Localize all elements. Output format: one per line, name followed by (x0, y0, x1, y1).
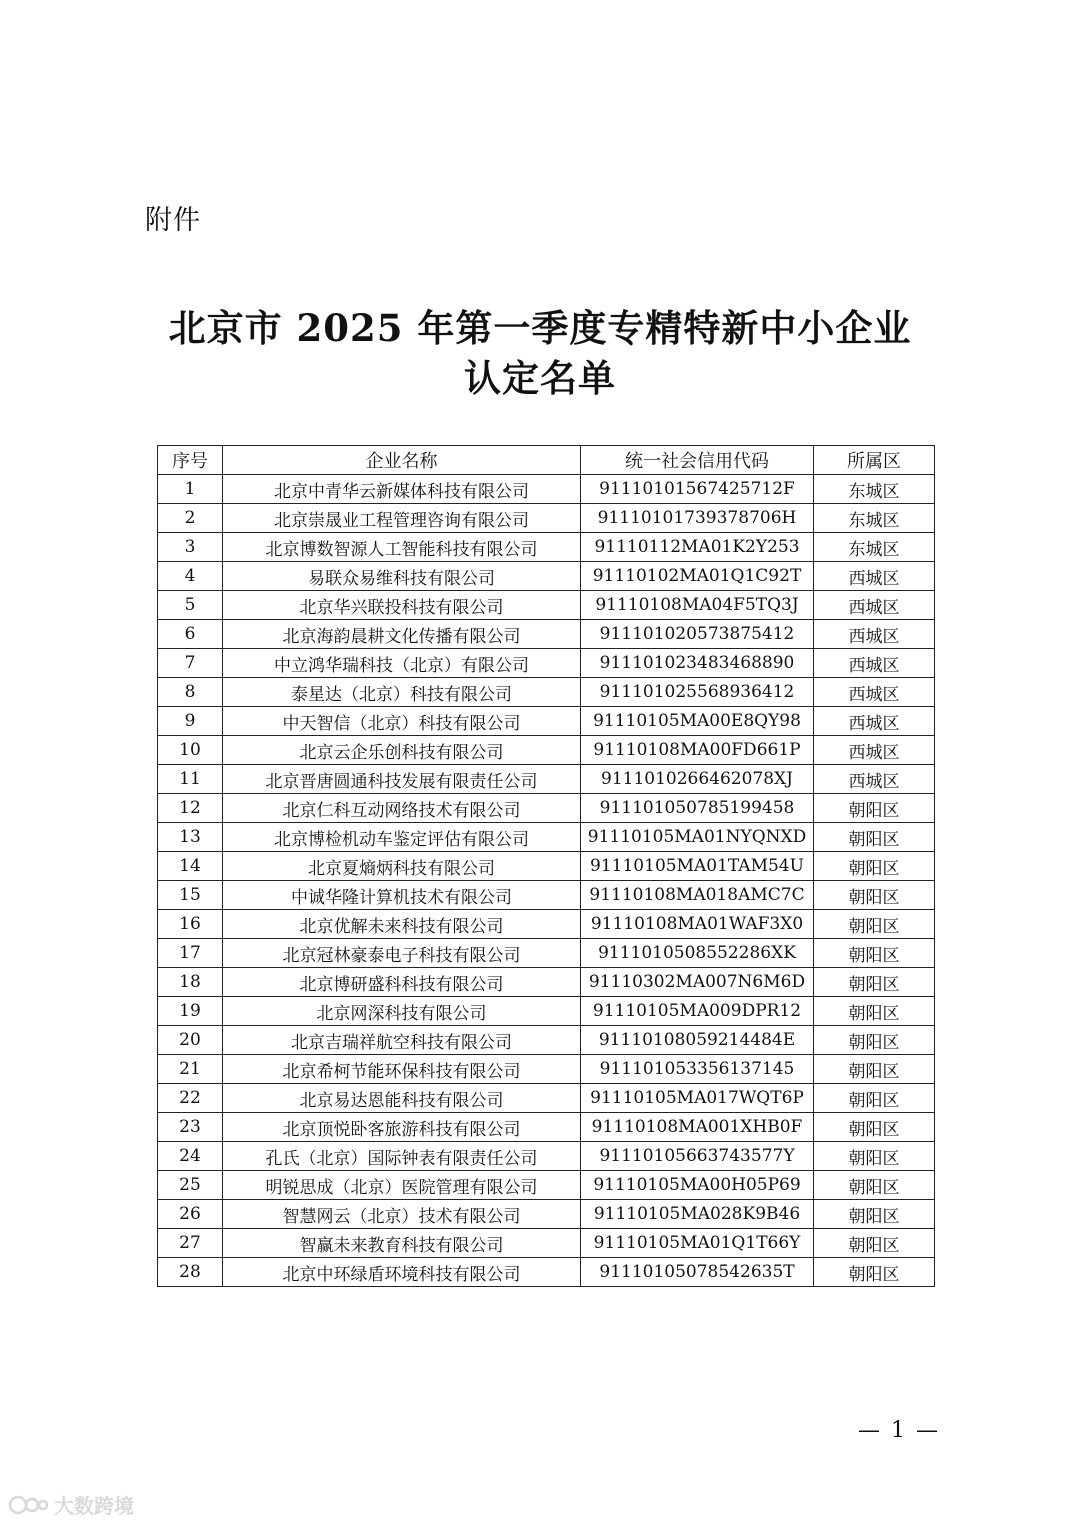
cell-district: 朝阳区 (814, 881, 935, 910)
cell-district: 朝阳区 (814, 1142, 935, 1171)
cell-company-name: 明锐思成（北京）医院管理有限公司 (223, 1171, 581, 1200)
cell-company-name: 北京云企乐创科技有限公司 (223, 736, 581, 765)
document-title-line2: 认定名单 (464, 356, 616, 400)
cell-district: 西城区 (814, 562, 935, 591)
cell-credit-code: 9111010266462078XJ (581, 765, 814, 794)
table-row (158, 823, 935, 852)
table-row (158, 968, 935, 997)
cell-company-name: 北京网深科技有限公司 (223, 997, 581, 1026)
cell-credit-code: 91110108MA001XHB0F (581, 1113, 814, 1142)
cell-district: 朝阳区 (814, 1200, 935, 1229)
attachment-label: 附件 (145, 205, 201, 236)
cell-district: 朝阳区 (814, 1084, 935, 1113)
cell-district: 西城区 (814, 765, 935, 794)
page-number: — 1 — (858, 1418, 940, 1443)
cell-index: 14 (158, 852, 223, 881)
table-row (158, 1055, 935, 1084)
table-row (158, 591, 935, 620)
cell-credit-code: 91110108MA018AMC7C (581, 881, 814, 910)
cell-credit-code: 91110105MA009DPR12 (581, 997, 814, 1026)
table-row (158, 504, 935, 533)
watermark-logo-icon (8, 1494, 48, 1516)
cell-index: 5 (158, 591, 223, 620)
cell-company-name: 北京博研盛科科技有限公司 (223, 968, 581, 997)
cell-company-name: 北京中青华云新媒体科技有限公司 (223, 475, 581, 504)
cell-company-name: 北京优解未来科技有限公司 (223, 910, 581, 939)
cell-index: 16 (158, 910, 223, 939)
cell-district: 朝阳区 (814, 1113, 935, 1142)
header-district: 所属区 (814, 446, 935, 475)
cell-district: 朝阳区 (814, 1171, 935, 1200)
table-row (158, 736, 935, 765)
cell-company-name: 北京博数智源人工智能科技有限公司 (223, 533, 581, 562)
cell-index: 19 (158, 997, 223, 1026)
table-row (158, 1113, 935, 1142)
cell-credit-code: 91110105MA00E8QY98 (581, 707, 814, 736)
cell-credit-code: 91110105MA028K9B46 (581, 1200, 814, 1229)
cell-company-name: 易联众易维科技有限公司 (223, 562, 581, 591)
cell-district: 西城区 (814, 591, 935, 620)
enterprise-list-table (157, 445, 935, 1287)
cell-index: 21 (158, 1055, 223, 1084)
cell-company-name: 北京博检机动车鉴定评估有限公司 (223, 823, 581, 852)
cell-company-name: 北京顶悦卧客旅游科技有限公司 (223, 1113, 581, 1142)
cell-credit-code: 91110108MA04F5TQ3J (581, 591, 814, 620)
table-row (158, 678, 935, 707)
cell-credit-code: 911101020573875412 (581, 620, 814, 649)
cell-credit-code: 911101050785199458 (581, 794, 814, 823)
table-row (158, 852, 935, 881)
cell-credit-code: 91110102MA01Q1C92T (581, 562, 814, 591)
cell-district: 西城区 (814, 736, 935, 765)
table-row (158, 707, 935, 736)
header-credit-code: 统一社会信用代码 (581, 446, 814, 475)
table-row (158, 1084, 935, 1113)
cell-company-name: 北京仁科互动网络技术有限公司 (223, 794, 581, 823)
cell-district: 朝阳区 (814, 794, 935, 823)
cell-district: 东城区 (814, 475, 935, 504)
cell-district: 朝阳区 (814, 997, 935, 1026)
cell-company-name: 中立鸿华瑞科技（北京）有限公司 (223, 649, 581, 678)
header-company-name: 企业名称 (223, 446, 581, 475)
table-row (158, 649, 935, 678)
cell-company-name: 北京易达恩能科技有限公司 (223, 1084, 581, 1113)
cell-index: 17 (158, 939, 223, 968)
cell-district: 西城区 (814, 707, 935, 736)
cell-district: 朝阳区 (814, 939, 935, 968)
cell-company-name: 中诚华隆计算机技术有限公司 (223, 881, 581, 910)
table-row (158, 794, 935, 823)
cell-district: 东城区 (814, 533, 935, 562)
cell-company-name: 北京中环绿盾环境科技有限公司 (223, 1258, 581, 1287)
cell-district: 西城区 (814, 620, 935, 649)
table-row (158, 1258, 935, 1287)
cell-index: 8 (158, 678, 223, 707)
cell-company-name: 中天智信（北京）科技有限公司 (223, 707, 581, 736)
document-title-line1: 北京市 2025 年第一季度专精特新中小企业 (168, 306, 912, 350)
table-row (158, 1200, 935, 1229)
cell-credit-code: 91110112MA01K2Y253 (581, 533, 814, 562)
table-row (158, 1229, 935, 1258)
cell-company-name: 北京冠林豪泰电子科技有限公司 (223, 939, 581, 968)
cell-credit-code: 91110101567425712F (581, 475, 814, 504)
cell-district: 朝阳区 (814, 1055, 935, 1084)
cell-credit-code: 91110108MA01WAF3X0 (581, 910, 814, 939)
cell-credit-code: 91110105MA00H05P69 (581, 1171, 814, 1200)
cell-company-name: 北京希柯节能环保科技有限公司 (223, 1055, 581, 1084)
cell-credit-code: 91110105MA01TAM54U (581, 852, 814, 881)
cell-index: 22 (158, 1084, 223, 1113)
cell-credit-code: 91110108059214484E (581, 1026, 814, 1055)
cell-company-name: 北京晋唐圆通科技发展有限责任公司 (223, 765, 581, 794)
cell-index: 7 (158, 649, 223, 678)
cell-credit-code: 91110105MA01Q1T66Y (581, 1229, 814, 1258)
cell-index: 1 (158, 475, 223, 504)
cell-credit-code: 911101053356137145 (581, 1055, 814, 1084)
cell-index: 6 (158, 620, 223, 649)
cell-index: 15 (158, 881, 223, 910)
cell-index: 25 (158, 1171, 223, 1200)
table-row (158, 1171, 935, 1200)
cell-company-name: 智慧网云（北京）技术有限公司 (223, 1200, 581, 1229)
table-row (158, 765, 935, 794)
watermark-text: 大数跨境 (54, 1494, 134, 1518)
table-row (158, 475, 935, 504)
cell-credit-code: 9111010508552286XK (581, 939, 814, 968)
cell-index: 20 (158, 1026, 223, 1055)
cell-district: 朝阳区 (814, 910, 935, 939)
cell-credit-code: 911101025568936412 (581, 678, 814, 707)
cell-credit-code: 91110101739378706H (581, 504, 814, 533)
table-row (158, 1142, 935, 1171)
cell-index: 26 (158, 1200, 223, 1229)
cell-credit-code: 91110108MA00FD661P (581, 736, 814, 765)
cell-index: 11 (158, 765, 223, 794)
cell-index: 9 (158, 707, 223, 736)
cell-district: 朝阳区 (814, 1229, 935, 1258)
cell-credit-code: 91110105MA01NYQNXD (581, 823, 814, 852)
cell-index: 4 (158, 562, 223, 591)
cell-district: 朝阳区 (814, 852, 935, 881)
cell-index: 18 (158, 968, 223, 997)
cell-credit-code: 91110105663743577Y (581, 1142, 814, 1171)
table-row (158, 1026, 935, 1055)
cell-credit-code: 91110302MA007N6M6D (581, 968, 814, 997)
cell-district: 朝阳区 (814, 1258, 935, 1287)
cell-credit-code: 91110105MA017WQT6P (581, 1084, 814, 1113)
cell-index: 24 (158, 1142, 223, 1171)
table-row (158, 910, 935, 939)
cell-index: 2 (158, 504, 223, 533)
table-row (158, 533, 935, 562)
cell-company-name: 北京夏熵炳科技有限公司 (223, 852, 581, 881)
cell-credit-code: 91110105078542635T (581, 1258, 814, 1287)
cell-district: 朝阳区 (814, 823, 935, 852)
cell-index: 10 (158, 736, 223, 765)
cell-company-name: 北京吉瑞祥航空科技有限公司 (223, 1026, 581, 1055)
cell-credit-code: 911101023483468890 (581, 649, 814, 678)
cell-company-name: 孔氏（北京）国际钟表有限责任公司 (223, 1142, 581, 1171)
watermark (8, 1490, 134, 1519)
cell-index: 13 (158, 823, 223, 852)
table-row (158, 881, 935, 910)
cell-district: 朝阳区 (814, 1026, 935, 1055)
cell-company-name: 北京华兴联投科技有限公司 (223, 591, 581, 620)
cell-company-name: 北京海韵晨耕文化传播有限公司 (223, 620, 581, 649)
cell-district: 西城区 (814, 678, 935, 707)
cell-district: 西城区 (814, 649, 935, 678)
cell-district: 朝阳区 (814, 968, 935, 997)
cell-company-name: 智赢未来教育科技有限公司 (223, 1229, 581, 1258)
cell-index: 3 (158, 533, 223, 562)
cell-index: 28 (158, 1258, 223, 1287)
cell-company-name: 泰星达（北京）科技有限公司 (223, 678, 581, 707)
cell-district: 东城区 (814, 504, 935, 533)
table-row (158, 562, 935, 591)
cell-index: 27 (158, 1229, 223, 1258)
table-row (158, 620, 935, 649)
header-index: 序号 (158, 446, 223, 475)
table-row (158, 997, 935, 1026)
cell-index: 23 (158, 1113, 223, 1142)
cell-index: 12 (158, 794, 223, 823)
cell-company-name: 北京崇晟业工程管理咨询有限公司 (223, 504, 581, 533)
table-row (158, 939, 935, 968)
table-header-row (158, 446, 935, 475)
